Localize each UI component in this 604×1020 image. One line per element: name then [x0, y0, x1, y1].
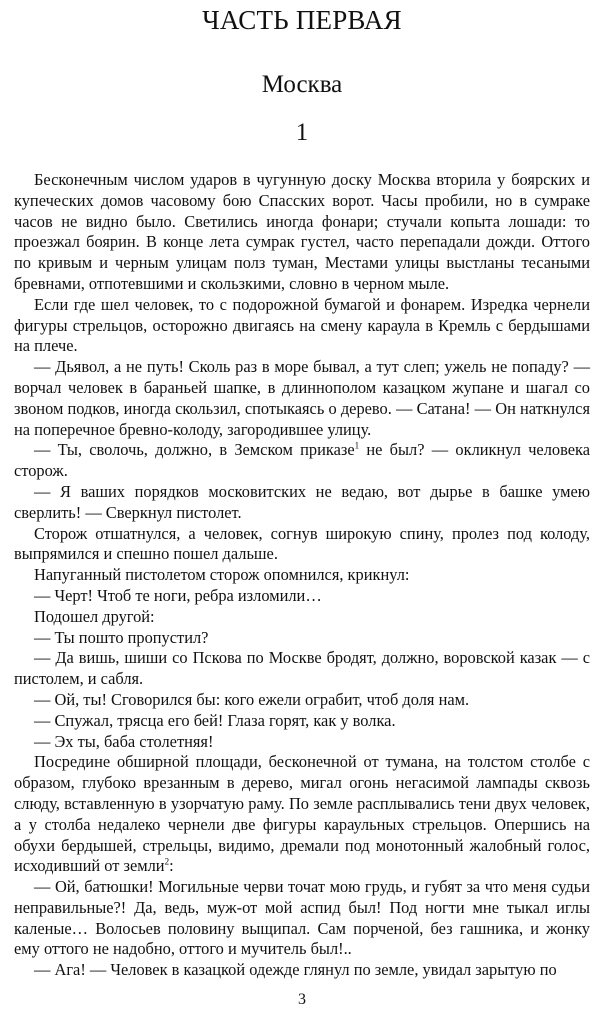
- page-number: 3: [298, 991, 306, 1008]
- paragraph: — Я ваших порядков московитских не ведаю, вот дырье в башке умею сверлить! — Сверкнул пистолет.: [14, 481, 590, 522]
- footnote-ref[interactable]: 2: [164, 856, 170, 867]
- footnote-ref[interactable]: 1: [354, 440, 360, 451]
- paragraph: Бесконечным числом ударов в чугунную доску Москва вторила у боярских и купеческих домов часовому бою Спасских ворот. Часы пробили, но в сумраке часов не видно было. Светились иногда фонари; стучали копыта лошади: то проезжал боярин. В конце лета сумрак густел, часто перепадали дожди. Оттого по кривым и черным улицам полз туман, Местами улицы выстланы тесаными бревнами, отпотевшими и скользкими, словно в черном мыле.: [14, 170, 590, 293]
- paragraph: Подошел другой:: [34, 606, 155, 626]
- paragraph: — Спужал, трясца его бей! Глаза горят, как у волка.: [34, 710, 396, 730]
- paragraph: — Ага! — Человек в казацкой одежде глянул по земле, увидал зарытую по: [34, 960, 557, 980]
- paragraph: Посредине обширной площади, бесконечной от тумана, на толстом столбе с образом, глубоко врезанным в дерево, мигал огонь негасимой лампады сквозь слюду, вставленную в узорчатую раму. По земле расплывались тени двух человек, а у столба недалеко чернели две фигуры караульных стрельцов. Опершись на обухи бердышей, стрельцы, видимо, дремали под монотонный жалобный голос, исходивший от земли$^2$:: [14, 752, 590, 876]
- chapter-number: 1: [295, 119, 309, 146]
- paragraph: — Черт! Чтоб те ноги, ребра изломили…: [34, 585, 322, 605]
- paragraph: Сторож отшатнулся, а человек, согнув широкую спину, пролез под колоду, выпрямился и спешно пошел дальше.: [14, 523, 590, 564]
- part-title: ЧАСТЬ ПЕРВАЯ: [202, 5, 402, 35]
- paragraph: — Эх ты, баба столетняя!: [34, 731, 214, 751]
- paragraph: — Ты, сволочь, должно, в Земском приказе$^1$ не был? — окликнул человека сторож.: [14, 440, 590, 481]
- paragraph: Напуганный пистолетом сторож опомнился, крикнул:: [34, 565, 410, 585]
- body-text: [14, 170, 590, 981]
- paragraph: — Ой, ты! Сговорился бы: кого ежели ограбит, чтоб доля нам.: [34, 689, 470, 709]
- paragraph: — Ой, батюшки! Могильные черви точат мою грудь, и губят за что меня судьи неправильные?! Да, ведь, муж-от мой аспид был! Под ногти мне тыкал иглы каленые… Волосьев половину выщипал. Сам порченой, без гашника, и жонку ему оттого не надобно, оттого и мучитель был!..: [14, 877, 590, 959]
- chapter-title: Москва: [261, 71, 343, 98]
- paragraph: — Дьявол, а не путь! Сколь раз в море бывал, а тут слеп; ужель не попаду? — ворчал человек в бараньей шапке, в длиннополом казацком жупане и шагал со звоном подков, иногда скользил, спотыкаясь о дерево. — Сатана! — Он наткнулся на поперечное бревно-колоду, загородившее улицу.: [14, 357, 590, 439]
- paragraph: — Ты пошто пропустил?: [34, 627, 209, 647]
- paragraph: — Да вишь, шиши со Пскова по Москве бродят, должно, воровской казак — с пистолем, и сабля.: [14, 648, 590, 689]
- paragraph: Если где шел человек, то с подорожной бумагой и фонарем. Изредка чернели фигуры стрельцов, осторожно двигаясь на смену караула в Кремль с бердышами на плече.: [14, 294, 590, 356]
